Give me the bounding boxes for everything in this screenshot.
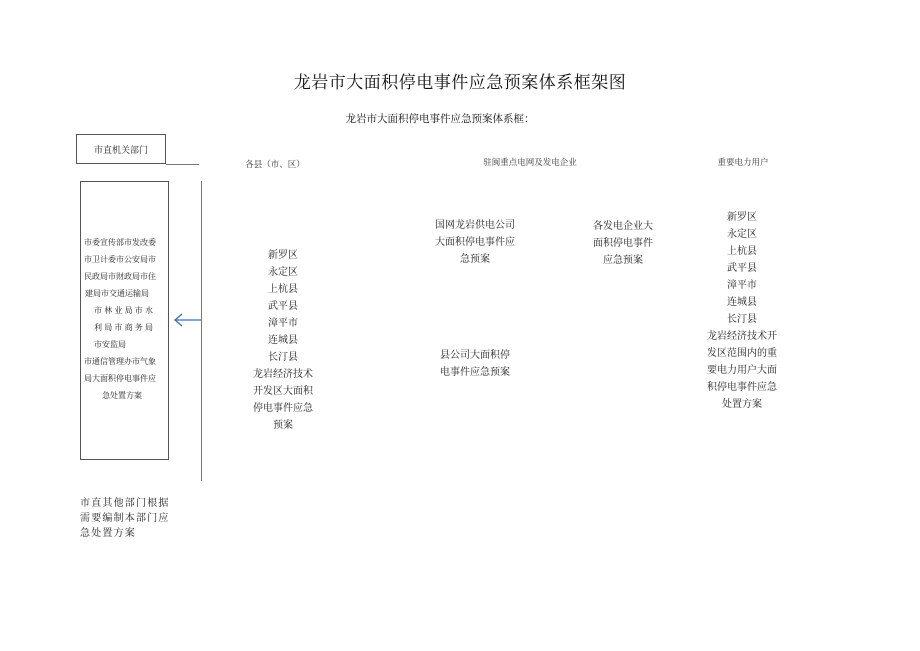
user-line: 连城县 [727,297,757,308]
dept-line: 利局市商务局 [94,323,156,332]
gen-line: 各发电企业大 [593,221,653,232]
vertical-divider [201,181,202,481]
user-line: 发区范围内的重 [707,348,777,359]
grid-header: 驻闽重点电网及发电企业 [483,158,577,168]
page-title: 龙岩市大面积停电事件应急预案体系框架图 [293,73,627,93]
county-company-plan [420,347,530,381]
user-line: 积停电事件应急 [707,382,777,393]
gen-line: 面积停电事件 [593,238,653,249]
dept-line: 市林业局市水 [94,306,156,315]
generation-company-plan [578,218,668,269]
county-line: 长汀县 [268,352,298,363]
county-line: 停电事件应急 [253,403,313,414]
supply-line: 急预案 [460,254,490,265]
city-depts-plan-box [80,181,169,460]
user-line: 武平县 [727,263,757,274]
dept-line: 局大面积停电事件应 [84,374,156,383]
county-company-line: 县公司大面积停 [440,350,510,361]
city-depts-header: 市直机关部门 [76,134,166,164]
county-line: 漳平市 [268,318,298,329]
county-line: 新罗区 [268,250,298,261]
county-line: 预案 [273,420,293,431]
user-line: 漳平市 [727,280,757,291]
gen-line: 应急预案 [603,255,643,266]
county-line: 连城县 [268,335,298,346]
user-line: 永定区 [727,229,757,240]
county-line: 上杭县 [268,284,298,295]
dept-line: 急处置方案 [102,391,142,400]
dept-line: 市安监局 [94,340,126,349]
county-line: 永定区 [268,267,298,278]
dept-line: 建局市交通运输局 [85,289,149,298]
arrow-left-icon [172,311,202,329]
dept-line: 市卫计委市公安局市 [84,255,156,264]
supply-line: 大面积停电事件应 [435,237,515,248]
user-line: 处置方案 [722,399,762,410]
user-line: 长汀县 [727,314,757,325]
dept-line: 市委宣传部市发改委 [84,238,156,247]
user-line: 要电力用户大面 [707,365,777,376]
supply-line: 国网龙岩供电公司 [435,220,515,231]
user-line: 龙岩经济技术开 [707,331,777,342]
users-plan [692,209,792,413]
page-subtitle: 龙岩市大面积停电事件应急预案体系框： [345,113,535,125]
other-depts-plan: 市直其他部门根据需要编制本部门应急处置方案 [80,498,170,539]
county-line: 开发区大面积 [253,386,313,397]
counties-header: 各县（市、区） [245,160,305,170]
dept-line: 民政局市财政局市住 [84,272,156,281]
dept-line: 市通信管理办市气象 [84,357,156,366]
counties-plan [233,247,333,434]
user-line: 新罗区 [727,212,757,223]
county-line: 龙岩经济技术 [253,369,313,380]
county-line: 武平县 [268,301,298,312]
users-header: 重要电力用户 [717,158,769,168]
supply-company-plan [420,217,530,268]
header-rule [166,164,199,165]
user-line: 上杭县 [727,246,757,257]
county-company-line: 电事件应急预案 [440,367,510,378]
